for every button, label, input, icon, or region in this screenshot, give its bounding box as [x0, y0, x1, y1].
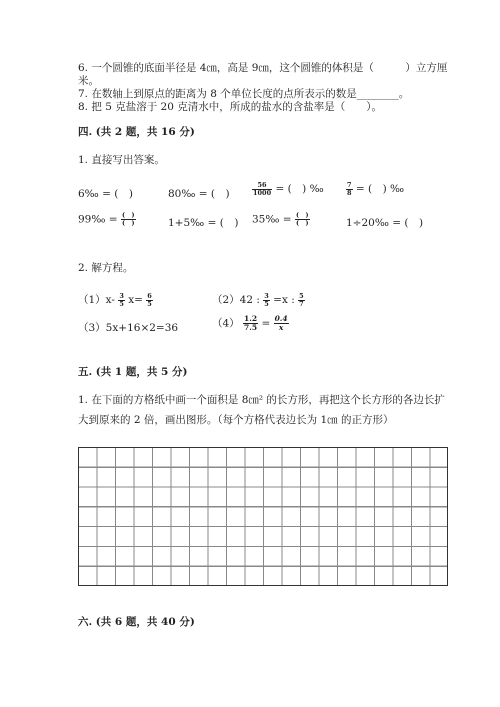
fraction-numerator: 0.4	[274, 314, 288, 323]
fraction-denominator: ( )	[295, 218, 309, 227]
fraction-3-5	[118, 293, 125, 308]
answer-item-1div20permille: 1÷20‰ = ( )	[346, 217, 424, 229]
answer-item-6permille: 6‰ = ( )	[78, 188, 133, 200]
section-4-q1: 1. 直接写出答案。	[78, 154, 165, 166]
section-5-q1-line1: 1. 在下面的方格纸中画一个面积是 8㎝² 的长方形，再把这个长方形的各边长扩	[78, 394, 445, 406]
answer-item-head: 99‰ =	[78, 213, 118, 226]
answer-item-1plus5permille: 1+5‰ = ( )	[168, 217, 239, 229]
section-5-q1-line2: 大到原来的 2 倍，画出图形。（每个方格代表边长为 1㎝ 的正方形）	[78, 414, 394, 426]
fraction-numerator: 7	[347, 180, 352, 189]
equation-3: （3）5x+16×2=36	[78, 322, 179, 334]
section-4-title: 四. (共 2 题，共 16 分)	[78, 126, 195, 138]
equation-2	[212, 292, 305, 307]
question-7: 7. 在数轴上到原点的距离为 8 个单位长度的点所表示的数是________。	[78, 88, 410, 100]
answer-item-7-over-8	[346, 181, 404, 196]
fraction-blank	[121, 212, 136, 227]
fraction-denominator: 7.5	[244, 322, 258, 332]
question-6-line2: 米。	[78, 75, 99, 87]
fraction-denominator: ( )	[121, 218, 135, 227]
fraction-numerator: 5	[299, 291, 304, 300]
fraction-5-7	[298, 293, 305, 308]
fraction-denominator: 5	[264, 299, 269, 308]
question-8: 8. 把 5 克盐溶于 20 克清水中，所成的盐水的含盐率是（ ）。	[78, 101, 382, 113]
equation-text: （2）42 :	[212, 294, 260, 306]
section-5-title: 五. (共 1 题，共 5 分)	[78, 366, 188, 378]
answer-item-80permille: 80‰ = ( )	[168, 188, 230, 200]
fraction-numerator: 1.2	[244, 314, 258, 323]
equation-text: x=	[128, 294, 143, 306]
equation-text: （4）	[212, 317, 240, 330]
answer-item-head: 35‰ =	[252, 213, 292, 226]
fraction-denominator: 5	[119, 299, 124, 308]
fraction-denominator: x	[278, 322, 284, 332]
fraction-numerator: 3	[119, 291, 124, 300]
fraction-numerator: 56	[252, 182, 272, 190]
answer-item-tail: = ( ) ‰	[275, 183, 324, 195]
section-4-q2: 2. 解方程。	[78, 262, 134, 274]
fraction-blank	[295, 212, 310, 227]
fraction-6-5	[146, 293, 153, 308]
fraction-denominator: 5	[147, 299, 152, 308]
question-6-line1: 6. 一个圆锥的底面半径是 4㎝，高是 9㎝，这个圆锥的体积是（ ）立方厘	[78, 62, 448, 74]
fraction-numerator: ( )	[121, 211, 135, 219]
equation-text: =x :	[273, 294, 295, 306]
fraction-numerator: 6	[147, 291, 152, 300]
answer-item-35permille	[252, 212, 310, 227]
section-6-title: 六. (共 6 题，共 40 分)	[78, 616, 195, 628]
fraction-denominator: 1000	[253, 188, 272, 197]
answer-item-99permille	[78, 212, 136, 227]
answer-item-tail: = ( ) ‰	[355, 183, 405, 195]
fraction-numerator: 3	[264, 291, 269, 300]
equation-text: =	[261, 317, 271, 330]
equation-1	[78, 292, 153, 307]
fraction-3-5	[263, 293, 270, 308]
drawing-grid[interactable]	[78, 447, 448, 586]
answer-item-56-over-1000	[252, 181, 324, 196]
fraction-numerator: ( )	[295, 211, 309, 219]
equation-4	[212, 315, 289, 332]
fraction-56-1000	[252, 182, 272, 197]
fraction-denominator: 7	[299, 299, 304, 308]
fraction-0.4-x	[274, 315, 289, 332]
fraction-denominator: 8	[347, 188, 352, 197]
equation-text: （1）x-	[78, 294, 115, 306]
fraction-1.2-7.5	[243, 315, 258, 332]
fraction-7-8	[346, 182, 353, 197]
